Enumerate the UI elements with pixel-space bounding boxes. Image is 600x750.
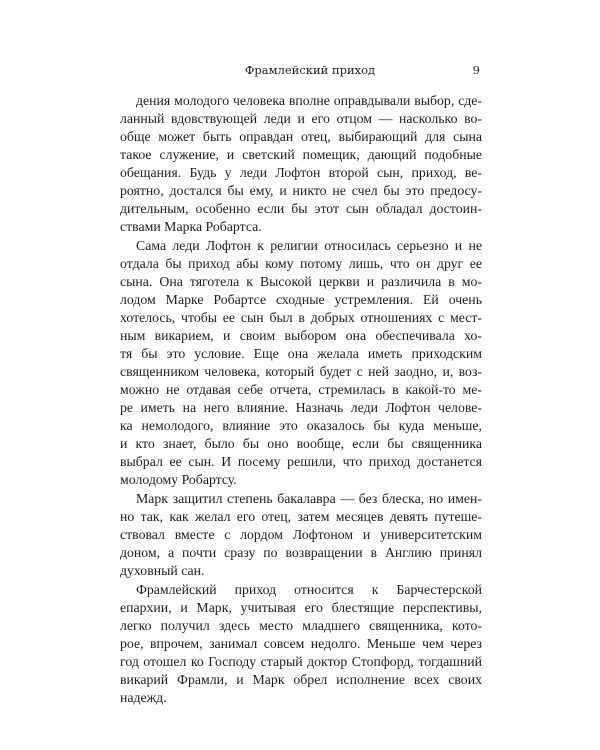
text-line: и кто знает, было бы оно вообще, если бы священника bbox=[120, 436, 482, 451]
text-line: Фрамлейский приход относится к Барчестерской bbox=[136, 582, 482, 597]
paragraph bbox=[120, 581, 482, 707]
paragraph bbox=[120, 490, 482, 580]
text-line: ным викарием, и своим выбором она обеспечивала хо- bbox=[120, 328, 482, 343]
text-line: ре иметь на него влияние. Назначь леди Лофтон челове- bbox=[120, 400, 482, 415]
paragraph bbox=[120, 237, 482, 489]
text-line: ланный вдовствующей леди и его отцом — насколько во- bbox=[120, 111, 482, 126]
text-line: дительным, особенно если бы этот сын обладал достоин- bbox=[120, 201, 482, 216]
text-line: можно не отдавая себе отчета, стремилась в какой-то ме- bbox=[120, 382, 482, 397]
text-line: отдала бы приход абы кому потому лишь, что он друг ее bbox=[120, 256, 482, 271]
text-line: обещания. Будь у леди Лофтон второй сын, приход, ве- bbox=[120, 165, 482, 180]
text-line: роятно, достался бы ему, и никто не счел бы это предосу- bbox=[120, 183, 482, 198]
text-line: молодому Робартсу. bbox=[120, 472, 237, 487]
running-title: Фрамлейский приход bbox=[244, 63, 376, 77]
text-line: хотелось, чтобы ее сын был в добрых отношениях с мест- bbox=[120, 310, 482, 325]
text-line: но так, как желал его отец, затем месяцев девять путеше- bbox=[120, 509, 482, 524]
text-line: Сама леди Лофтон к религии относилась серьезно и не bbox=[136, 238, 482, 253]
body-text bbox=[120, 92, 482, 707]
text-line: Марк защитил степень бакалавра — без блеска, но имен- bbox=[136, 491, 482, 506]
text-line: тя бы это условие. Еще она желала иметь приходским bbox=[120, 346, 482, 361]
text-line: сына. Она тяготела к Высокой церкви и различила в мо- bbox=[120, 274, 482, 289]
text-line: надежд. bbox=[120, 690, 167, 705]
text-line: год отошел ко Господу старый доктор Стопфорд, тогдашний bbox=[120, 654, 482, 669]
text-line: ка немолодого, влияние это оказалось бы куда меньше, bbox=[120, 418, 482, 433]
text-line: дения молодого человека вполне оправдывали выбор, сде- bbox=[136, 93, 482, 108]
text-line: обще может быть оправдан отец, выбирающий для сына bbox=[120, 129, 482, 144]
paragraph bbox=[120, 92, 482, 236]
text-line: легко получил здесь место младшего священника, кото- bbox=[120, 618, 482, 633]
text-line: рое, впрочем, занимал совсем недолго. Меньше чем через bbox=[120, 636, 482, 651]
text-line: такое служение, и светский помещик, дающий подобные bbox=[120, 147, 482, 162]
text-line: викарий Фрамли, и Марк обрел исполнение всех своих bbox=[120, 672, 482, 687]
text-line: доном, а почти сразу по возвращении в Англию принял bbox=[120, 545, 482, 560]
text-line: духовный сан. bbox=[120, 563, 205, 578]
text-line: ствовал вместе с лордом Лофтоном и университетским bbox=[120, 527, 482, 542]
text-line: священником человека, который будет с ней заодно, и, воз- bbox=[120, 364, 482, 379]
page-number: 9 bbox=[472, 63, 480, 77]
text-line: лодом Марке Робартсе сходные устремления. Ей очень bbox=[120, 292, 482, 307]
running-head bbox=[0, 60, 600, 80]
text-line: епархии, и Марк, учитывая его блестящие перспективы, bbox=[120, 600, 482, 615]
text-line: ствами Марка Робартса. bbox=[120, 219, 262, 234]
text-line: выбрал ее сын. И посему решили, что приход достанется bbox=[120, 454, 482, 469]
